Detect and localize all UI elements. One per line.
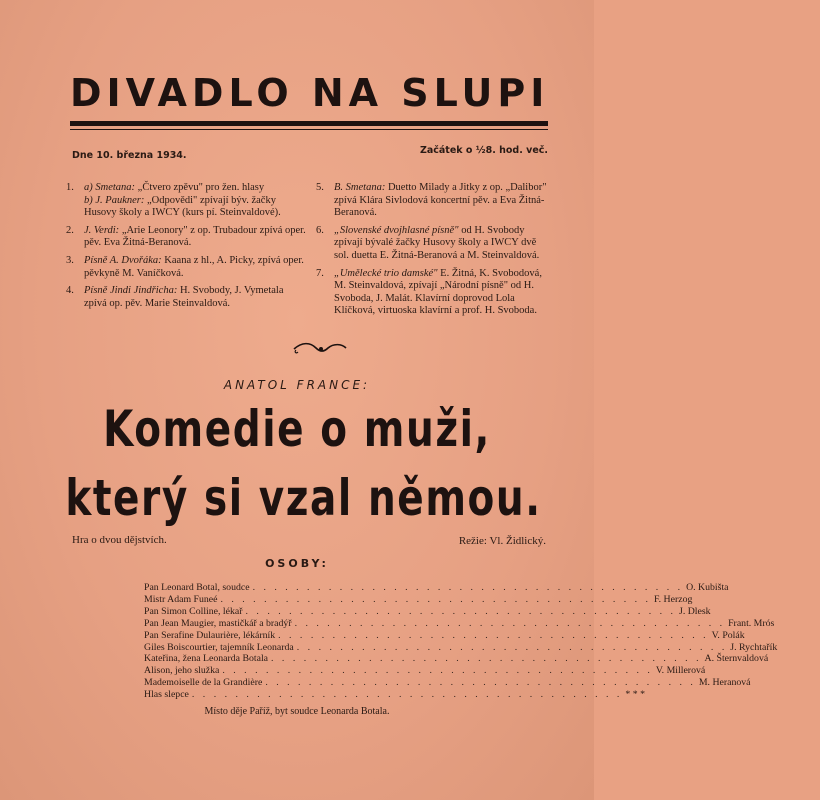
cast-actor: Frant. Mrós [728, 617, 775, 629]
header-rule-thick [70, 121, 548, 126]
cast-actor: V. Millerová [655, 665, 706, 677]
play-title-line2: který si vzal němou. [65, 469, 542, 527]
leader-dots: . . . . . . . . . . . . . . . . . . . . . . . . . . . . . . . . . . . . . . . . [222, 665, 653, 677]
play-acts: Hra o dvou dějstvích. [72, 534, 167, 546]
program-item-text [84, 225, 306, 250]
program-composer: Písně Jindi Jindřicha: [84, 285, 178, 297]
director: Režie: Vl. Židlický. [458, 535, 546, 547]
cast-role: Mademoiselle de la Grandière [144, 677, 263, 689]
program-item-number: 2. [66, 224, 74, 236]
program-composer: „Slovenské dvojhlasné písně" [334, 224, 459, 236]
cast-actor: V. Polák [711, 629, 745, 641]
cast-row [144, 653, 769, 665]
program-item-text [334, 225, 552, 263]
program-item-number: 3. [66, 254, 74, 266]
program-item [316, 225, 552, 263]
cast-row [144, 677, 751, 689]
program-item-number: 7. [316, 267, 324, 279]
program-line [334, 268, 552, 318]
cast-actor: J. Rychtařík [730, 641, 778, 653]
program-composer: b) J. Paukner: [84, 194, 145, 206]
cast-actor: A. Šternvaldová [704, 653, 769, 665]
cast-actor: F. Herzog [653, 593, 693, 605]
cast-row [144, 665, 706, 677]
author: ANATOL FRANCE: [223, 378, 371, 392]
cast-actor: J. Dlesk [679, 605, 711, 617]
cast-role: Alison, jeho služka [144, 665, 220, 677]
program-line [84, 285, 306, 310]
cast-row [144, 641, 778, 654]
program-composer: Písně A. Dvořáka: [84, 254, 162, 266]
program-description: „Arie Leonory" z op. Trubadour zpívá oper. pěv. Eva Žitná-Beranová. [84, 224, 306, 249]
theatre-name: DIVADLO NA SLUPI [70, 71, 550, 115]
leader-dots: . . . . . . . . . . . . . . . . . . . . . . . . . . . . . . . . . . . . . . . . [265, 677, 696, 689]
program-item-number: 5. [316, 182, 324, 193]
cast-row [144, 593, 693, 606]
cast-role: Mistr Adam Funeé [144, 593, 218, 605]
program-item-text [334, 268, 552, 318]
cast-row [144, 582, 729, 594]
leader-dots: . . . . . . . . . . . . . . . . . . . . . . . . . . . . . . . . . . . . . . . . [245, 605, 677, 617]
program-description: H. Svobody, J. Vymetala zpívá op. pěv. Marie Steinvaldová. [84, 285, 284, 309]
cast-actor: M. Heranová [698, 677, 751, 689]
program-item-text [84, 182, 306, 220]
performance-date: Dne 10. března 1934. [72, 150, 187, 161]
cast-role: Giles Boiscourtier, tajemník Leonarda [144, 641, 294, 653]
program-line [84, 182, 306, 195]
setting-note: Místo děje Paříž, byt soudce Leonarda Botala. [204, 706, 390, 717]
leader-dots: . . . . . . . . . . . . . . . . . . . . . . . . . . . . . . . . . . . . . . . . [220, 593, 651, 605]
cast-heading: OSOBY: [265, 557, 329, 570]
program-item [66, 225, 306, 250]
cast-actor: * * * [625, 689, 645, 701]
cast-row [144, 605, 711, 618]
leader-dots: . . . . . . . . . . . . . . . . . . . . . . . . . . . . . . . . . . . . . . . . [278, 629, 709, 641]
program-composer: B. Smetana: [334, 182, 386, 193]
program-line [84, 225, 306, 250]
play-title-line1: Komedie o muži, [103, 400, 491, 458]
program-item [66, 255, 306, 280]
program-item-text [84, 285, 306, 310]
program-item-number: 1. [66, 182, 74, 193]
program-item-text [84, 255, 306, 280]
program-item-number: 6. [316, 224, 324, 236]
leader-dots: . . . . . . . . . . . . . . . . . . . . . . . . . . . . . . . . . . . . . . . . [296, 641, 728, 653]
program-composer: J. Verdi: [84, 224, 120, 236]
program-description: „Čtvero zpěvu" pro žen. hlasy [135, 182, 265, 193]
cast-role: Pan Serafine Dulaurière, lékárník [144, 629, 276, 641]
program-line [334, 182, 552, 220]
leader-dots: . . . . . . . . . . . . . . . . . . . . . . . . . . . . . . . . . . . . . . . . [191, 689, 623, 701]
program-description: Duetto Milady a Jitky z op. „Dalibor" zpívá Klára Sivlodová koncertní pěv. a Eva Žitná-Beranová. [334, 182, 547, 219]
program-left-column [66, 182, 306, 315]
cast-role: Pan Jean Maugier, mastičkář a bradýř [144, 617, 292, 629]
program-composer: „Umělecké trio damské" [334, 267, 438, 279]
cast-actor: O. Kubišta [686, 582, 729, 593]
cast-row [144, 629, 745, 642]
program-line [334, 225, 552, 263]
program-composer: a) Smetana: [84, 182, 136, 193]
program-description: E. Žitná, K. Svobodová, M. Steinvaldová, zpívají „Národní písně" od H. Svoboda, J. Malát. Klavírní doprovod Lola Klíčková, virtuoska klavírní a prof. H. Svoboda. [334, 267, 542, 317]
header-rule-thin [70, 129, 548, 130]
leader-dots: . . . . . . . . . . . . . . . . . . . . . . . . . . . . . . . . . . . . . . . . [252, 582, 684, 593]
program-line [84, 255, 306, 280]
cast-role: Pan Leonard Botal, soudce [144, 582, 250, 593]
program-line [84, 195, 306, 220]
program-description: Kaana z hl., A. Picky, zpívá oper. pěvkyně M. Vaníčková. [84, 254, 304, 279]
cast-list [144, 582, 778, 701]
program-description: od H. Svobody zpívají bývalé žačky Husovy školy a IWCY dvě sol. duetta E. Žitná-Beranová a M. Steinvaldová. [334, 224, 540, 261]
cast-role: Kateřina, žena Leonarda Botala [144, 653, 269, 665]
program-item-text [334, 182, 552, 220]
cast-role: Hlas slepce [144, 689, 189, 701]
program-item [316, 268, 552, 318]
leader-dots: . . . . . . . . . . . . . . . . . . . . . . . . . . . . . . . . . . . . . . . . [271, 653, 702, 665]
start-time: Začátek o ½8. hod. več. [419, 145, 548, 156]
program-right-column [316, 182, 552, 323]
leader-dots: . . . . . . . . . . . . . . . . . . . . . . . . . . . . . . . . . . . . . . . . [294, 617, 726, 629]
cast-row [144, 689, 645, 701]
program-description: „Odpovědi" zpívají býv. žačky Husovy školy a IWCY (kurs pí. Steinvaldové). [84, 194, 281, 219]
program-item [66, 285, 306, 310]
cast-row [144, 617, 775, 630]
ornament-flourish-icon [292, 340, 348, 356]
cast-role: Pan Simon Colline, lékař [144, 605, 243, 617]
program-item [316, 182, 552, 220]
program-item-number: 4. [66, 285, 74, 297]
program-item [66, 182, 306, 220]
